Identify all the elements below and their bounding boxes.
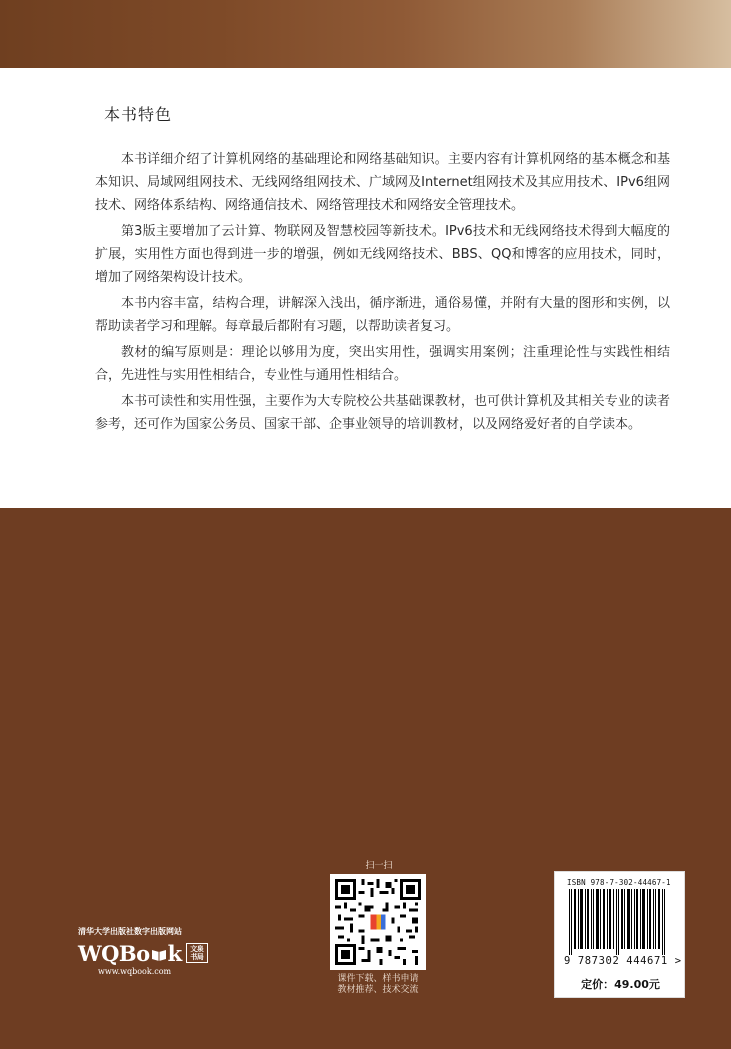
open-book-icon [151, 941, 167, 966]
barcode-icon [565, 889, 675, 955]
publisher-badge: 文泉书局 [186, 943, 208, 963]
top-color-band [0, 0, 731, 68]
paragraph: 本书内容丰富，结构合理，讲解深入浅出，循序渐进，通俗易懂，并附有大量的图形和实例，以帮助读者学习和理解。每章最后都附有习题，以帮助读者复习。 [95, 296, 670, 334]
publisher-url[interactable]: www.wqbook.com [98, 967, 172, 976]
price-label: 定价：49.00元 [581, 978, 660, 991]
barcode-digits: 9 787302 444671 > [564, 955, 682, 967]
paragraph: 教材的编写原则是：理论以够用为度，突出实用性，强调实用案例；注重理论性与实践性相结合，先进性与实用性相结合，专业性与通用性相结合。 [95, 345, 670, 383]
qr-caption-line: 课件下载、样书申请 [337, 974, 419, 984]
qr-caption-top: 扫一扫 [365, 861, 393, 871]
qr-caption-bottom [322, 974, 434, 996]
section-title: 本书特色 [104, 105, 173, 124]
logo-text: k [167, 940, 182, 966]
isbn-barcode-panel [554, 871, 685, 998]
qr-caption-line: 教材推荐、技术交流 [337, 985, 419, 995]
description-body [95, 148, 670, 439]
paragraph: 本书详细介绍了计算机网络的基础理论和网络基础知识。主要内容有计算机网络的基本概念和基本知识、局域网组网技术、无线网络组网技术、广域网及Internet组网技术及其应用技术、IPv6组网技术、网络体系结构、网络通信技术、网络管理技术和网络安全管理技术。 [95, 152, 670, 213]
publisher-name: 清华大学出版社数字出版网站 [78, 927, 182, 936]
paragraph: 第3版主要增加了云计算、物联网及智慧校园等新技术。IPv6技术和无线网络技术得到大幅度的扩展，实用性方面也得到进一步的增强，例如无线网络技术、BBS、QQ和博客的应用技术，同时，增加了网络架构设计技术。 [95, 224, 670, 285]
qr-code-icon [335, 879, 421, 965]
qr-code[interactable] [330, 874, 426, 970]
logo-text: WQBo [78, 940, 150, 966]
publisher-logo [78, 941, 208, 965]
isbn-text: ISBN 978-7-302-44467-1 [567, 878, 671, 887]
paragraph: 本书可读性和实用性强，主要作为大专院校公共基础课教材，也可供计算机及其相关专业的读者参考，还可作为国家公务员、国家干部、企事业领导的培训教材，以及网络爱好者的自学读本。 [95, 394, 670, 432]
